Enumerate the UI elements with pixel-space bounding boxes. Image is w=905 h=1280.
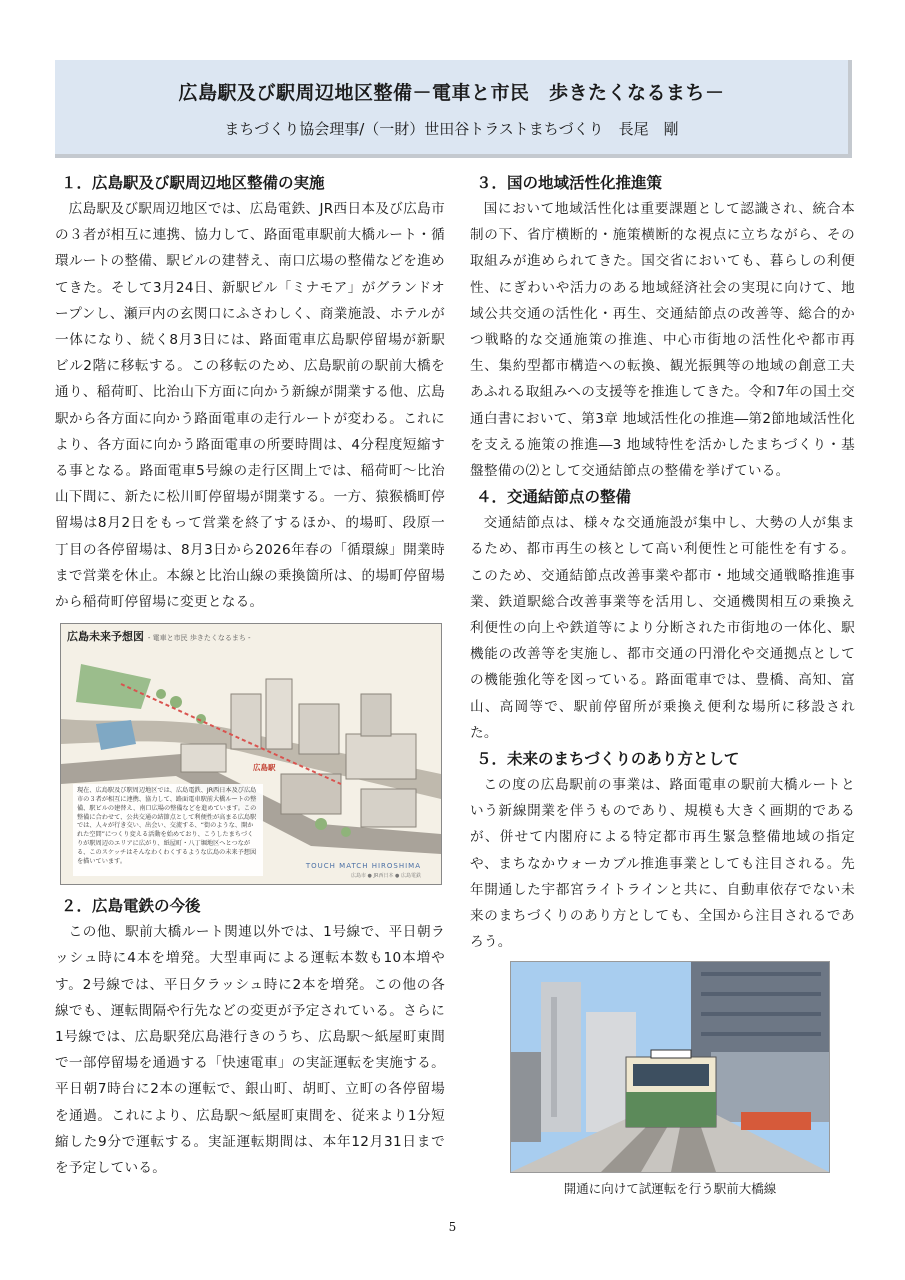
map-description: 現在、広島駅及び駅周辺地区では、広島電鉄、JR西日本及び広島市の３者が相互に連携、協力して、路面電車駅前大橋ルートの整備、駅ビルの建替え、南口広場の整備などを進めています。この整備に合わせて、公共交通の結節点として利便性が高まる広島駅では、人々が行き交い、出会い、交流する、“街のような、開かれた空間”につくり変える活動を始めており、こうしたまちづくりが駅周辺のエリアに広がり、紙屋町・八丁堀地区へとつながる、このスケッチはそんなわくわくするような広島の未来予想図を描いています。 bbox=[73, 784, 263, 876]
section-3-heading: ３．国の地域活性化推進策 bbox=[476, 174, 663, 192]
section-5-heading: ５．未来のまちづくりのあり方として bbox=[476, 750, 740, 769]
title-banner bbox=[55, 60, 852, 158]
map-title: 広島未来予想図 - 電車と市民 歩きたくなるまち - bbox=[67, 630, 251, 644]
section-5-body: この度の広島駅前の事業は、路面電車の駅前大橋ルートという新線開業を伴うものであり、規模も大きく画期的であるが、併せて内閣府による特定都市再生緊急整備地域の指定や、まちなかウォーカブル推進事業としても注目される。先年開通した宇都宮ライトラインと共に、自動車依存でない未来のまちづくりのあり方としても、全国から注目されるであろう。 bbox=[470, 777, 855, 951]
right-column bbox=[470, 170, 855, 1197]
page-number: 5 bbox=[448, 1220, 457, 1234]
touch-match-logo: TOUCH MATCH HIROSHIMA bbox=[305, 862, 421, 871]
hiroshima-station-label: 広島駅 bbox=[253, 763, 276, 773]
map-credit: 広島市 ● JR西日本 ● 広島電鉄 bbox=[350, 873, 421, 880]
future-map-illustration bbox=[60, 623, 442, 885]
left-column bbox=[55, 170, 445, 1181]
section-2-heading: ２．広島電鉄の今後 bbox=[61, 897, 201, 916]
section-4-body: 交通結節点は、様々な交通施設が集中し、大勢の人が集まるため、都市再生の核として高い利便性と可能性を有する。このため、交通結節点改善事業や都市・地域交通戦略推進事業、鉄道駅総合改善事業等を活用し、交通機関相互の乗換え利便性の向上や鉄道等により分断された市街地の一体化、駅機能の改善等を実施し、都市交通の円滑化や交通拠点としての機能強化等を図っている。路面電車では、豊橋、高知、富山、高岡等で、駅前停留所が乗換え便利な場所に移設された。 bbox=[470, 515, 855, 741]
author-line: まちづくり協会理事/（一財）世田谷トラストまちづくり 長尾 剛 bbox=[224, 120, 679, 138]
section-1-heading: １．広島駅及び駅周辺地区整備の実施 bbox=[61, 174, 325, 192]
photo-caption: 開通に向けて試運転を行う駅前大橋線 bbox=[563, 1181, 777, 1197]
section-3-body: 国において地域活性化は重要課題として認識され、統合本制の下、省庁横断的・施策横断的な視点に立ちながら、その取組みが進められてきた。国交省においても、暮らしの利便性、にぎわいや活力のある地域経済社会の実現に向けて、地域公共交通の活性化・再生、交通結節点の改善等、総合的かつ戦略的な交通施策の推進、中心市街地の活性化や都市再生、集約型都市構造への転換、観光振興等の地域の創意工夫あふれる取組みへの支援等を推進してきた。令和7年の国土交通白書において、第3章 地域活性化の推進―第2節地域活性化を支える施策の推進―3 地域特性を活かしたまちづくり・基盤整備の⑵として交通結節点の整備を挙げている。 bbox=[470, 201, 855, 480]
section-2-body: この他、駅前大橋ルート関連以外では、1号線で、平日朝ラッシュ時に4本を増発。大型車両による運転本数も10本増やす。2号線では、平日夕ラッシュ時に2本を増発。この他の各線でも、運転間隔や行先などの変更が予定されている。さらに1号線では、広島駅発広島港行きのうち、広島駅～紙屋町東間で一部停留場を通過する「快速電車」の実証運転を実施する。平日朝7時台に2本の運転で、銀山町、胡町、立町の各停留場を通過。これにより、広島駅～紙屋町東間を、従来より1分短縮した9分で運転する。実証運転期間は、本年12月31日までを予定している。 bbox=[55, 924, 445, 1177]
page-title: 広島駅及び駅周辺地区整備－電車と市民 歩きたくなるまち－ bbox=[178, 82, 725, 104]
section-1-body: 広島駅及び駅周辺地区では、広島電鉄、JR西日本及び広島市の３者が相互に連携、協力して、路面電車駅前大橋ルート・循環ルートの整備、駅ビルの建替え、南口広場の整備などを進めてきた。そして3月24日、新駅ビル「ミナモア」がグランドオープンし、瀬戸内の玄関口にふさわしく、商業施設、ホテルが一体になり、続く8月3日には、路面電車広島駅停留場が新駅ビル2階に移転する。この移転のため、広島駅前の駅前大橋を通り、稲荷町、比治山下方面に向かう新線が開業する他、広島駅から各方面に向かう路面電車の走行ルートが変わる。これにより、各方面に向かう路面電車の所要時間は、4分程度短縮する事となる。路面電車5号線の走行区間上では、稲荷町～比治山下間に、新たに松川町停留場が開業する。一方、猿猴橋町停留場は8月2日をもって営業を終了するほか、的場町、段原一丁目の各停留場は、8月3日から2026年春の「循環線」開業時まで営業を休止。本線と比治山線の乗換箇所は、的場町停留場から稲荷町停留場に変更となる。 bbox=[55, 201, 445, 611]
tram-photo bbox=[510, 961, 830, 1173]
section-4-heading: ４．交通結節点の整備 bbox=[476, 488, 632, 507]
tram-photo-illustration bbox=[511, 962, 829, 1172]
